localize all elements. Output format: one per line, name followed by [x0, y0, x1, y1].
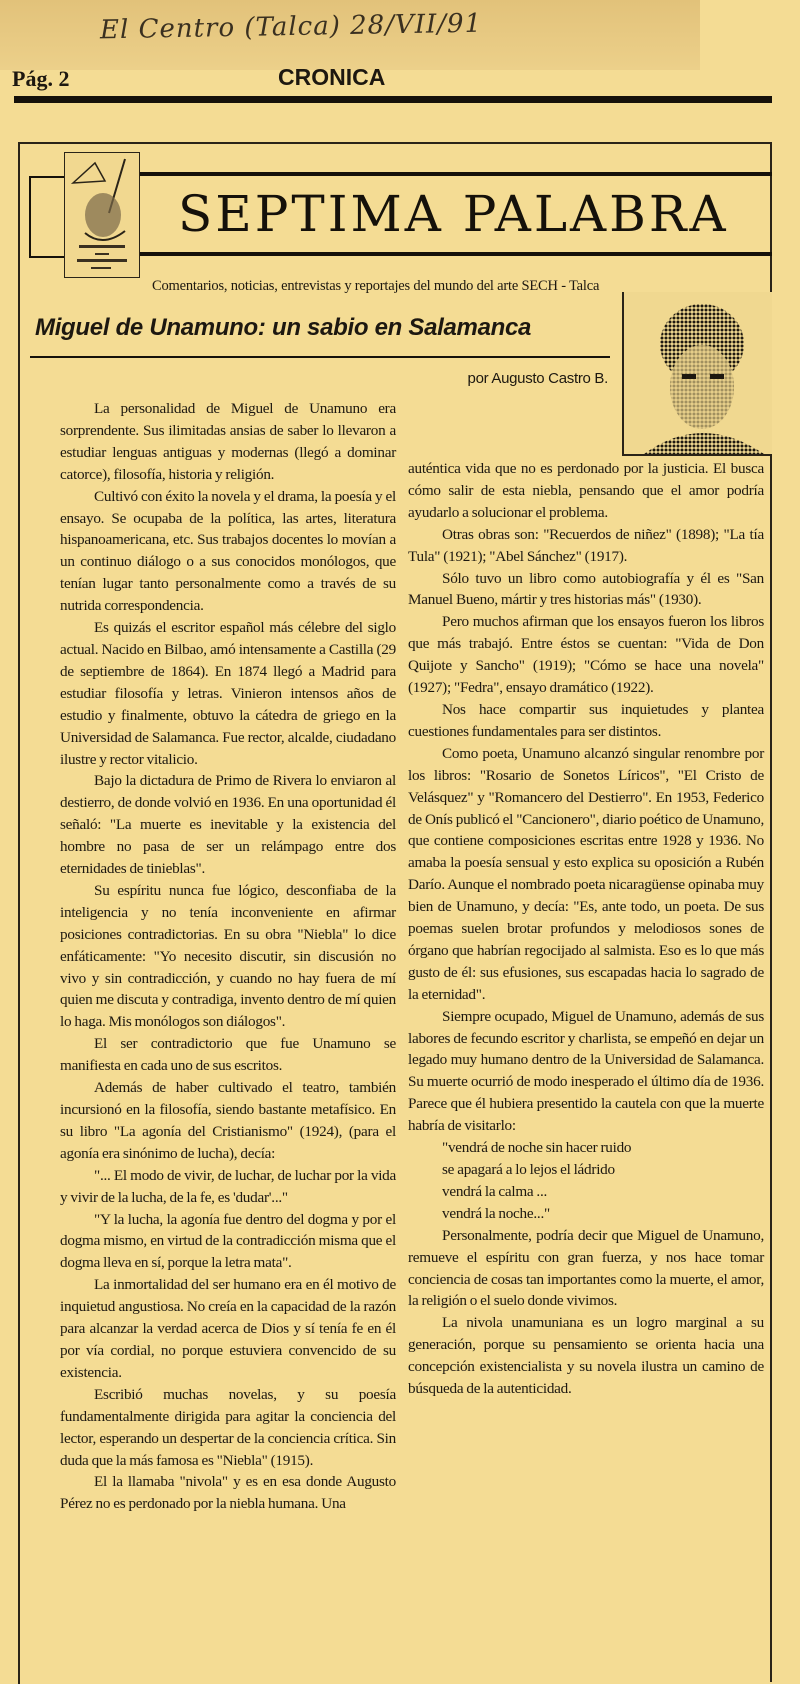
paragraph: Su espíritu nunca fue lógico, desconfiaba de la inteligencia y no tenía inconveniente en afirmar posiciones contradictorias. En su obra "Niebla" lo dice enfáticamente: "Yo necesito discutir, sin discusión no vivo y sin contradicción, y cuando no hay fuera de mí quien me discuta y contradiga, invento dentro de mí quien lo haga. Mis monólogos son diálogos".: [60, 881, 396, 1031]
paragraph: Es quizás el escritor español más célebre del siglo actual. Nacido en Bilbao, amó intensamente a Castilla (29 de septiembre de 1864). En 1874 llegó a Madrid para estudiar filosofía y letras. Vinieron intensos años de estudio y finalmente, obtuvo la cátedra de griego en la Universidad de Salamanca. Fue rector, alcalde, ciudadano ilustre y rector vitalicio.: [60, 619, 396, 768]
article-byline: por Augusto Castro B.: [467, 370, 608, 387]
paragraph: La inmortalidad del ser humano era en él motivo de inquietud angustiosa. No creía en la capacidad de la razón para alcanzar la verdad acerca de Dios y sí tenía fe en él por vía cordial, no porque estuviera convencido de su existencia.: [60, 1276, 396, 1381]
paragraph: Nos hace compartir sus inquietudes y plantea cuestiones fundamentales para ser distintos.: [408, 700, 764, 740]
masthead-subtitle: Comentarios, noticias, entrevistas y reportajes del mundo del arte SECH - Talca: [152, 278, 600, 294]
paragraph: Como poeta, Unamuno alcanzó singular renombre por los libros: "Rosario de Sonetos Líricos", "El Cristo de Velásquez" y "Romancero del Destierro". En 1953, Federico de Onís publicó el "Cancionero", diario poético de Unamuno, que contiene composiciones escritas entre 1928 y 1936. No amaba la poesía sensual y esto explica su oposición a Rubén Darío. Aunque el nombrado poeta nicaragüense opinaba muy bien de Unamuno, y decía: "Es, ante todo, un poeta. De sus poemas suelen brotar profundos y melodiosos sones de órgano que habrían regocijado al salmista. Eso es lo que más gusto de él: sus efusiones, sus escapadas hacia lo sagrado de la eternidad".: [408, 744, 764, 1003]
paragraph: Además de haber cultivado el teatro, también incursionó en la filosofía, siendo bastante metafísico. En su libro "La agonía del Cristianismo" (1924), (para el agonía era sinónimo de lucha), decía:: [60, 1079, 396, 1162]
paragraph: auténtica vida que no es perdonado por la justicia. El busca cómo salir de esta niebla, pensando que el amor podría ayudarlo a solucionar el problema.: [408, 460, 764, 521]
masthead-bracket: [29, 176, 65, 258]
paragraph: Escribió muchas novelas, y su poesía fundamentalmente dirigida para agitar la conciencia del lector, esperando un despertar de la conciencia crítica. Sin duda que la más famosa es "Niebla" (1915).: [60, 1385, 396, 1469]
poem-line: "vendrá de noche sin hacer ruido: [442, 1139, 632, 1157]
paragraph: Bajo la dictadura de Primo de Rivera lo enviaron al destierro, de donde volvió en 1936. En una oportunidad él señaló: "La muerte es inevitable y la existencia del hombre no pasa de ser un relámpago entre dos eternidades de tinieblas".: [60, 772, 396, 878]
paragraph: Otras obras son: "Recuerdos de niñez" (1898); "La tía Tula" (1921); "Abel Sánchez" (1917).: [408, 525, 764, 565]
handwritten-note: El Centro (Talca) 28/VII/91: [99, 8, 483, 46]
masthead-title: SEPTIMA PALABRA: [178, 185, 729, 243]
poem-quote: [408, 1137, 764, 1225]
paragraph: Siempre ocupado, Miguel de Unamuno, además de sus labores de fecundo escritor y charlista, se empeñó en dejar un legado muy humano dentro de la Universidad de Salamanca. Su muerte ocurrió de modo inesperado el último día de 1936. Parece que él hubiera presentido la cautela con que la muerte habría de visitarlo:: [408, 1007, 764, 1135]
paragraph: Pero muchos afirman que los ensayos fueron los libros que más trabajó. Entre éstos se cuentan: "Vida de Don Quijote y Sancho" (1919); "Cómo se hace una novela" (1927); "Fedra", ensayo dramático (1922).: [408, 613, 764, 697]
headline-rule: [30, 356, 610, 358]
article-headline: Miguel de Unamuno: un sabio en Salamanca: [35, 314, 532, 341]
poem-line: se apagará a lo lejos el ládrido: [442, 1161, 615, 1178]
paragraph: El la llamaba "nivola" y es en esa donde Augusto Pérez no es perdonado por la niebla humana. Una: [60, 1473, 396, 1513]
section-title: CRONICA: [278, 64, 386, 90]
poem-line: vendrá la calma ...: [442, 1182, 548, 1200]
header-rule: [14, 96, 772, 103]
paragraph: El ser contradictorio que fue Unamuno se manifiesta en cada uno de sus escritos.: [60, 1035, 396, 1075]
page-number: Pág. 2: [12, 66, 70, 91]
quote-paragraph: "Y la lucha, la agonía fue dentro del dogma y por el dogma mismo, en virtud de la contradicción misma que el dogma lleva en sí, porque la letra mata".: [60, 1210, 396, 1272]
article-left-column: [60, 398, 396, 1515]
paragraph: Cultivó con éxito la novela y el drama, la poesía y el ensayo. Se ocupaba de la política, las artes, literatura hispanoamericana, etc. Sus trabajos docentes lo movían a un continuo diálogo o a sus conocidos monólogos, que tenían lugar tanto personalmente como a través de su nutrida correspondencia.: [60, 487, 396, 615]
article-right-column: [408, 458, 764, 1400]
quote-paragraph: "... El modo de vivir, de luchar, de luchar por la vida y vivir de la lucha, de la fe, es 'dudar'...": [60, 1166, 396, 1206]
author-photo: [622, 292, 772, 456]
paragraph: La nivola unamuniana es un logro marginal a su generación, porque su pensamiento se orienta hacia una concepción existencialista y su novela ilustra un camino de búsqueda de la autenticidad.: [408, 1314, 764, 1398]
poem-line: vendrá la noche...": [442, 1204, 550, 1222]
paragraph: Sólo tuvo un libro como autobiografía y él es "San Manuel Bueno, mártir y tres historias más" (1930).: [408, 569, 764, 609]
paragraph: La personalidad de Miguel de Unamuno era sorprendente. Sus ilimitadas ansias de saber lo llevaron a estudiar lenguas antiguas y modernas (llegó a dominar catorce), filosofía, historia y religión.: [60, 400, 396, 483]
paragraph: Personalmente, podría decir que Miguel de Unamuno, remueve el espíritu con gran fuerza, y nos hace tomar conciencia de cosas tan importantes como la muerte, el amor, la religión o el suelo donde vivimos.: [408, 1226, 764, 1310]
sech-logo: [64, 152, 140, 278]
masthead-rule-bottom: [140, 252, 772, 256]
